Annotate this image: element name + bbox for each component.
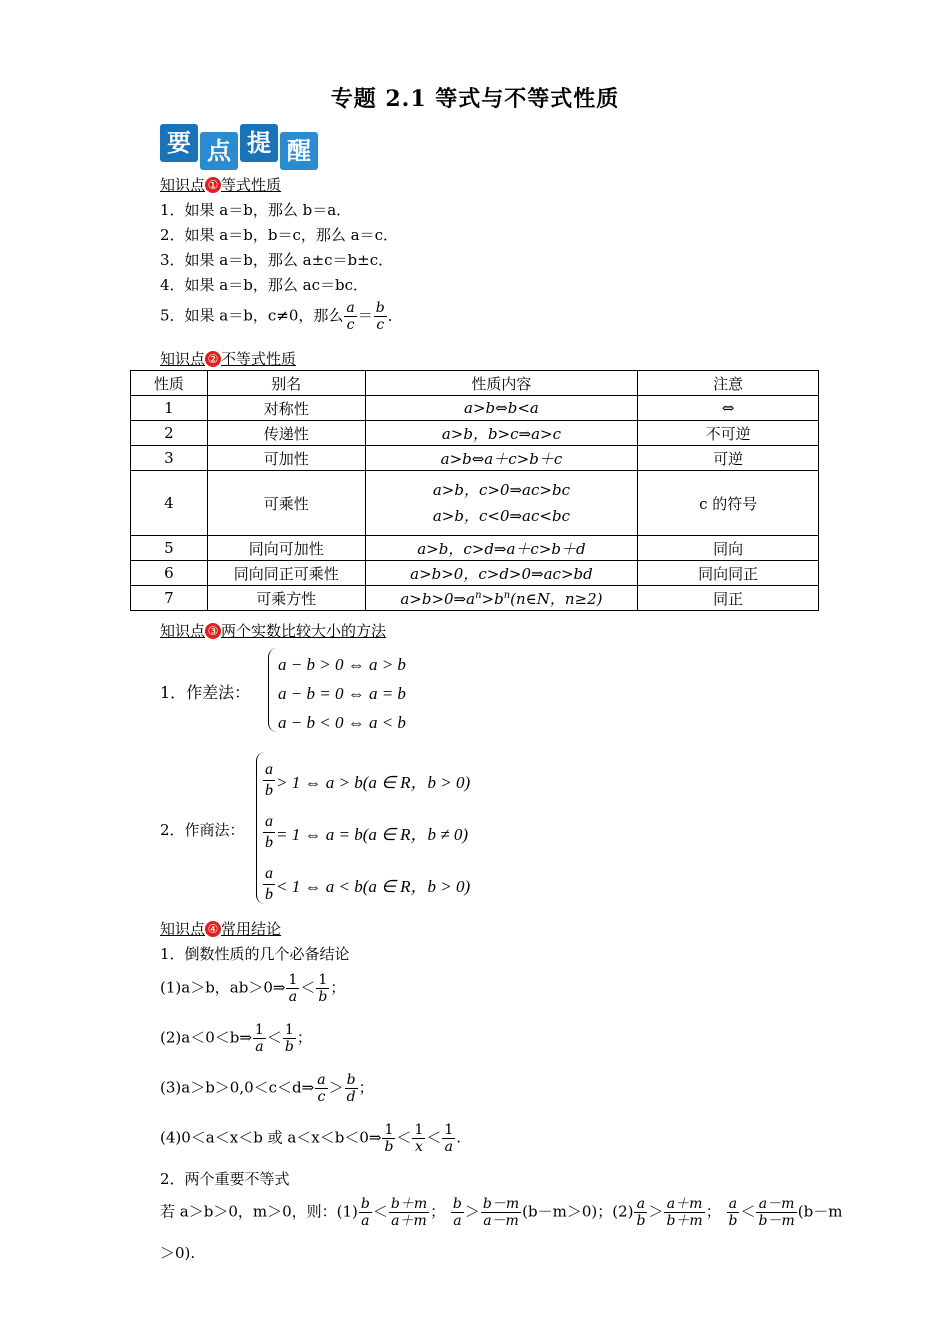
fraction-a-over-c: $\frac{a}{c}$: [346, 300, 355, 333]
table-row: 7 可乘方性 $a>b>0\Rightarrow a^n>b^n(n\in N$，n≥2) 同正: [131, 586, 819, 611]
table-row: 5 同向可加性 a>b，c>d⇒a＋c>b＋d 同向: [131, 536, 819, 561]
eq-line-2: 2．如果 a＝b，b＝c，那么 a＝c．: [160, 226, 398, 244]
badge-char-4: 醒: [280, 132, 318, 170]
quot-method-label: 2．作商法：: [160, 821, 245, 839]
diff-brace: [268, 648, 277, 732]
conclusion-heading-1: 1．倒数性质的几个必备结论: [160, 945, 350, 963]
important-inequalities: 若 a＞b＞0，m＞0，则：(1) $\frac{b}{a}$ ＜ $\frac{b+m}{a+m}$ ； $\frac{b}{a}$ ＞ $\frac{b-m}{a-m}$ (b－m＞0)；(2) $\frac{a}{b}$ ＞ $\frac{a+m}{b+m}$ ； $\frac{a}{b}$ ＜ $\frac{a-m}{b-m}$ (b－m: [160, 1196, 843, 1229]
kp1-heading: [160, 174, 281, 195]
conclusion-2: (2)a＜0＜b⇒ $\frac{1}{a}$ ＜ $\frac{1}{b}$ ；: [160, 1022, 312, 1055]
table-row: 3 可加性 a>b⇔a＋c>b＋c 可逆: [131, 446, 819, 471]
kp3-heading: 知识点 ③ 两个实数比较大小的方法: [160, 622, 387, 640]
eq5-prefix: 5．如果 a＝b，c≠0，那么: [160, 306, 344, 325]
fraction-b-over-c: $\frac{b}{c}$: [375, 300, 385, 333]
row7-content: $a>b>0\Rightarrow a^n>b^n(n\in N$，n≥2): [365, 586, 638, 611]
conclusion-heading-2: 2．两个重要不等式: [160, 1170, 290, 1188]
diff-method-label: 1．作差法：: [160, 683, 251, 702]
kp3-number: ③: [205, 623, 221, 639]
table-header-row: [131, 371, 819, 396]
conclusion-3: (3)a＞b＞0,0＜c＜d⇒ $\frac{a}{c}$ ＞ $\frac{b}{d}$ ；: [160, 1072, 374, 1105]
conclusion-1: (1)a＞b，ab＞0⇒ $\frac{1}{a}$ ＜ $\frac{1}{b}$ ；: [160, 972, 346, 1005]
table-row: 6 同向同正可乘性 a>b>0，c>d>0⇒ac>bd 同向同正: [131, 561, 819, 586]
conclusion-4: (4)0＜a＜x＜b 或 a＜x＜b＜0⇒ $\frac{1}{b}$ ＜ $\frac{1}{x}$ ＜ $\frac{1}{a}$ .: [160, 1122, 462, 1155]
eq-line-5: 5．如果 a＝b，c≠0，那么 $\frac{a}{c}$ ＝ $\frac{b}{c}$ ．: [160, 300, 403, 333]
col-header: 性质内容: [365, 371, 638, 396]
badge-char-2: 点: [200, 132, 238, 170]
inequality-properties-table: [130, 370, 819, 611]
quot-cases: [262, 754, 470, 910]
kp1-name: 等式性质: [221, 176, 282, 194]
kp1-number: ①: [205, 177, 221, 193]
eq-line-1: 1．如果 a＝b，那么 b＝a．: [160, 201, 352, 219]
kp4-number: ④: [205, 921, 221, 937]
kp1-label: 知识点: [160, 176, 206, 194]
eq5-equals: ＝: [357, 306, 373, 325]
important-inequalities-tail: ＞0).: [160, 1244, 196, 1262]
table-row: 1 对称性 a>b⇔b<a ⇔: [131, 396, 819, 421]
kp4-heading: 知识点 ④ 常用结论: [160, 920, 282, 938]
col-header: 性质: [131, 371, 208, 396]
badge-char-3: 提: [240, 124, 278, 162]
quot-case-2: $\frac{a}{b}$ = 1 ⇔ a = b(a ∈ R，b ≠ 0): [265, 812, 469, 851]
page-title: 专题 2.1 等式与不等式性质: [330, 86, 620, 112]
kp2-number: ②: [205, 351, 221, 367]
col-header: 别名: [207, 371, 365, 396]
diff-cases: a − b > 0 ⇔ a > b a − b = 0 ⇔ a = b a − b < 0 ⇔ a < b: [278, 655, 406, 732]
badge-char-1: 要: [160, 124, 198, 162]
key-points-badge: [160, 124, 318, 170]
col-header: 注意: [638, 371, 819, 396]
kp2-heading: 知识点 ② 不等式性质: [160, 350, 297, 368]
eq-line-3: 3．如果 a＝b，那么 a±c＝b±c．: [160, 251, 394, 269]
table-row: 4 可乘性 a>b，c>0⇒ac>bc a>b，c<0⇒ac<bc c 的符号: [131, 471, 819, 536]
table-row: 2 传递性 a>b，b>c⇒a>c 不可逆: [131, 421, 819, 446]
quot-case-1: $\frac{a}{b}$ > 1 ⇔ a > b(a ∈ R，b > 0): [265, 760, 471, 799]
row4-content: a>b，c>0⇒ac>bc a>b，c<0⇒ac<bc: [365, 471, 638, 536]
eq-line-4: 4．如果 a＝b，那么 ac＝bc．: [160, 276, 368, 294]
quot-case-3: $\frac{a}{b}$ < 1 ⇔ a < b(a ∈ R，b > 0): [265, 864, 471, 903]
